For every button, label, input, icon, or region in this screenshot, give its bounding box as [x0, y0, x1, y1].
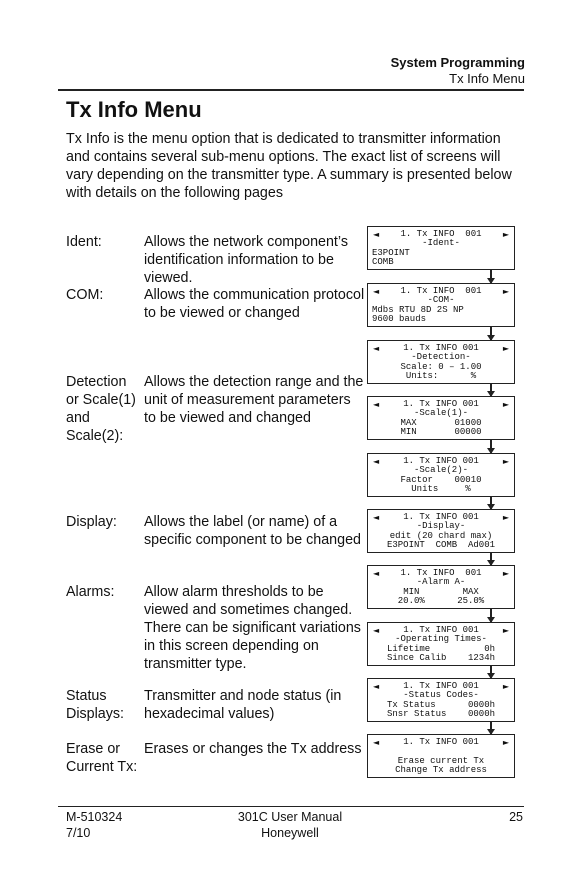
right-arrow-icon: ► — [502, 738, 509, 747]
item-desc-erase: Erases or changes the Tx address — [144, 741, 362, 757]
flow-arrow-icon — [490, 497, 492, 509]
header-section: System Programming — [390, 55, 525, 70]
lcd-line: Tx Status 0000h — [386, 699, 496, 710]
right-arrow-icon: ► — [502, 457, 509, 466]
item-desc-alarms: Allow alarm thresholds to be viewed and sometimes changed. There can be significant variations in this screen depending on transmitter type. — [144, 584, 361, 672]
item-desc-detection: Allows the detection range and the unit of measurement parameters to be viewed and changed — [144, 374, 364, 426]
footer-rule — [58, 806, 524, 807]
footer-date: 7/10 — [66, 826, 91, 840]
lcd-title: 1. Tx INFO 001 — [403, 456, 479, 466]
lcd-screen — [367, 622, 515, 666]
lcd-line: edit (20 chard max) — [389, 530, 493, 541]
lcd-screen — [367, 678, 515, 722]
left-arrow-icon: ◄ — [373, 287, 380, 296]
footer-doc-info — [66, 809, 122, 841]
lcd-line: COMB — [372, 257, 394, 267]
item-label-display: Display: — [66, 514, 117, 530]
lcd-line: Change Tx address — [395, 765, 487, 775]
lcd-line: MAX 01000 — [400, 417, 482, 428]
page-title: Tx Info Menu — [66, 97, 202, 122]
lcd-line: -Scale(2)- — [413, 465, 468, 475]
running-header — [391, 55, 525, 87]
right-arrow-icon: ► — [502, 682, 509, 691]
page-number: 25 — [509, 810, 523, 824]
lcd-line: Units % — [411, 484, 471, 494]
lcd-screen — [367, 509, 515, 553]
flow-arrow-icon — [490, 553, 492, 565]
lcd-screen — [367, 340, 515, 384]
flow-arrow-icon — [490, 440, 492, 453]
lcd-line: -Status Codes- — [403, 690, 479, 700]
flow-arrow-icon — [490, 327, 492, 340]
lcd-title: 1. Tx INFO 001 — [403, 681, 479, 691]
lcd-line: -COM- — [427, 295, 455, 305]
lcd-screen — [367, 396, 515, 440]
lcd-title: 1. Tx INFO 001 — [400, 286, 482, 296]
lcd-line: -Display- — [416, 521, 466, 531]
flow-arrow-icon — [490, 270, 492, 283]
lcd-screen — [367, 453, 515, 497]
lcd-title: 1. Tx INFO 001 — [403, 399, 479, 409]
item-label-detection: Detection or Scale(1) and Scale(2): — [66, 374, 136, 444]
item-desc-ident: Allows the network component’s identification information to be viewed. — [144, 234, 348, 286]
lcd-line: Scale: 0 – 1.00 — [400, 361, 482, 372]
lcd-screen — [367, 734, 515, 778]
lcd-line: Snsr Status 0000h — [386, 709, 496, 719]
lcd-line: Lifetime 0h — [386, 643, 496, 654]
right-arrow-icon: ► — [502, 287, 509, 296]
item-label-com: COM: — [66, 287, 104, 303]
item-desc-com: Allows the communication protocol to be viewed or changed — [144, 287, 365, 321]
right-arrow-icon: ► — [502, 230, 509, 239]
item-desc-display: Allows the label (or name) of a specific component to be changed — [144, 514, 361, 548]
left-arrow-icon: ◄ — [373, 457, 380, 466]
lcd-title: 1. Tx INFO 001 — [403, 625, 479, 635]
right-arrow-icon: ► — [502, 569, 509, 578]
footer-manual: 301C User Manual — [237, 810, 343, 824]
left-arrow-icon: ◄ — [373, 513, 380, 522]
lcd-title: 1. Tx INFO 001 — [403, 343, 479, 353]
lcd-line: -Ident- — [422, 238, 460, 248]
lcd-line: Mdbs RTU 8D 2S NP — [372, 304, 464, 315]
left-arrow-icon: ◄ — [373, 230, 380, 239]
right-arrow-icon: ► — [502, 513, 509, 522]
lcd-line: E3POINT — [372, 247, 410, 258]
footer-center — [220, 809, 360, 841]
lcd-line: 20.0% 25.0% — [397, 596, 485, 606]
flow-arrow-icon — [490, 384, 492, 396]
lcd-line: Since Calib 1234h — [386, 653, 496, 663]
item-label-erase: Erase or Current Tx: — [66, 741, 138, 775]
lcd-line: -Operating Times- — [395, 634, 487, 644]
lcd-line: E3POINT COMB Ad001 — [386, 540, 496, 550]
item-label-status: Status Displays: — [66, 688, 124, 722]
lcd-line: Erase current Tx — [397, 755, 485, 766]
lcd-line: Factor 00010 — [400, 474, 482, 485]
footer-company: Honeywell — [261, 826, 319, 840]
lcd-line: MIN MAX — [403, 586, 479, 597]
lcd-screen — [367, 226, 515, 270]
left-arrow-icon: ◄ — [373, 626, 380, 635]
left-arrow-icon: ◄ — [373, 682, 380, 691]
header-rule — [58, 89, 524, 91]
footer-doc-number: M-510324 — [66, 810, 123, 824]
lcd-line: MIN 00000 — [400, 427, 482, 437]
right-arrow-icon: ► — [502, 400, 509, 409]
lcd-line: -Detection- — [411, 352, 471, 362]
flow-arrow-icon — [490, 666, 492, 678]
lcd-screen — [367, 283, 515, 327]
intro-paragraph: Tx Info is the menu option that is dedicated to transmitter information and contains several sub-menu options. The exact list of screens will vary depending on the transmitter type. A summary is presented below with details on the following pages — [66, 131, 512, 201]
lcd-line: Units: % — [405, 371, 477, 381]
left-arrow-icon: ◄ — [373, 400, 380, 409]
flow-arrow-icon — [490, 722, 492, 734]
item-desc-status: Transmitter and node status (in hexadecimal values) — [144, 688, 342, 722]
left-arrow-icon: ◄ — [373, 738, 380, 747]
header-subsection: Tx Info Menu — [449, 71, 525, 86]
lcd-title: 1. Tx INFO 001 — [403, 737, 479, 747]
lcd-screen — [367, 565, 515, 609]
right-arrow-icon: ► — [502, 626, 509, 635]
left-arrow-icon: ◄ — [373, 344, 380, 353]
lcd-line: -Alarm A- — [416, 577, 466, 587]
lcd-line: -Scale(1)- — [413, 408, 468, 418]
item-label-ident: Ident: — [66, 234, 102, 250]
lcd-title: 1. Tx INFO 001 — [400, 568, 482, 578]
item-label-alarms: Alarms: — [66, 584, 115, 600]
lcd-line: 9600 bauds — [372, 314, 427, 324]
lcd-title: 1. Tx INFO 001 — [400, 229, 482, 239]
right-arrow-icon: ► — [502, 344, 509, 353]
lcd-title: 1. Tx INFO 001 — [403, 512, 479, 522]
left-arrow-icon: ◄ — [373, 569, 380, 578]
flow-arrow-icon — [490, 609, 492, 622]
